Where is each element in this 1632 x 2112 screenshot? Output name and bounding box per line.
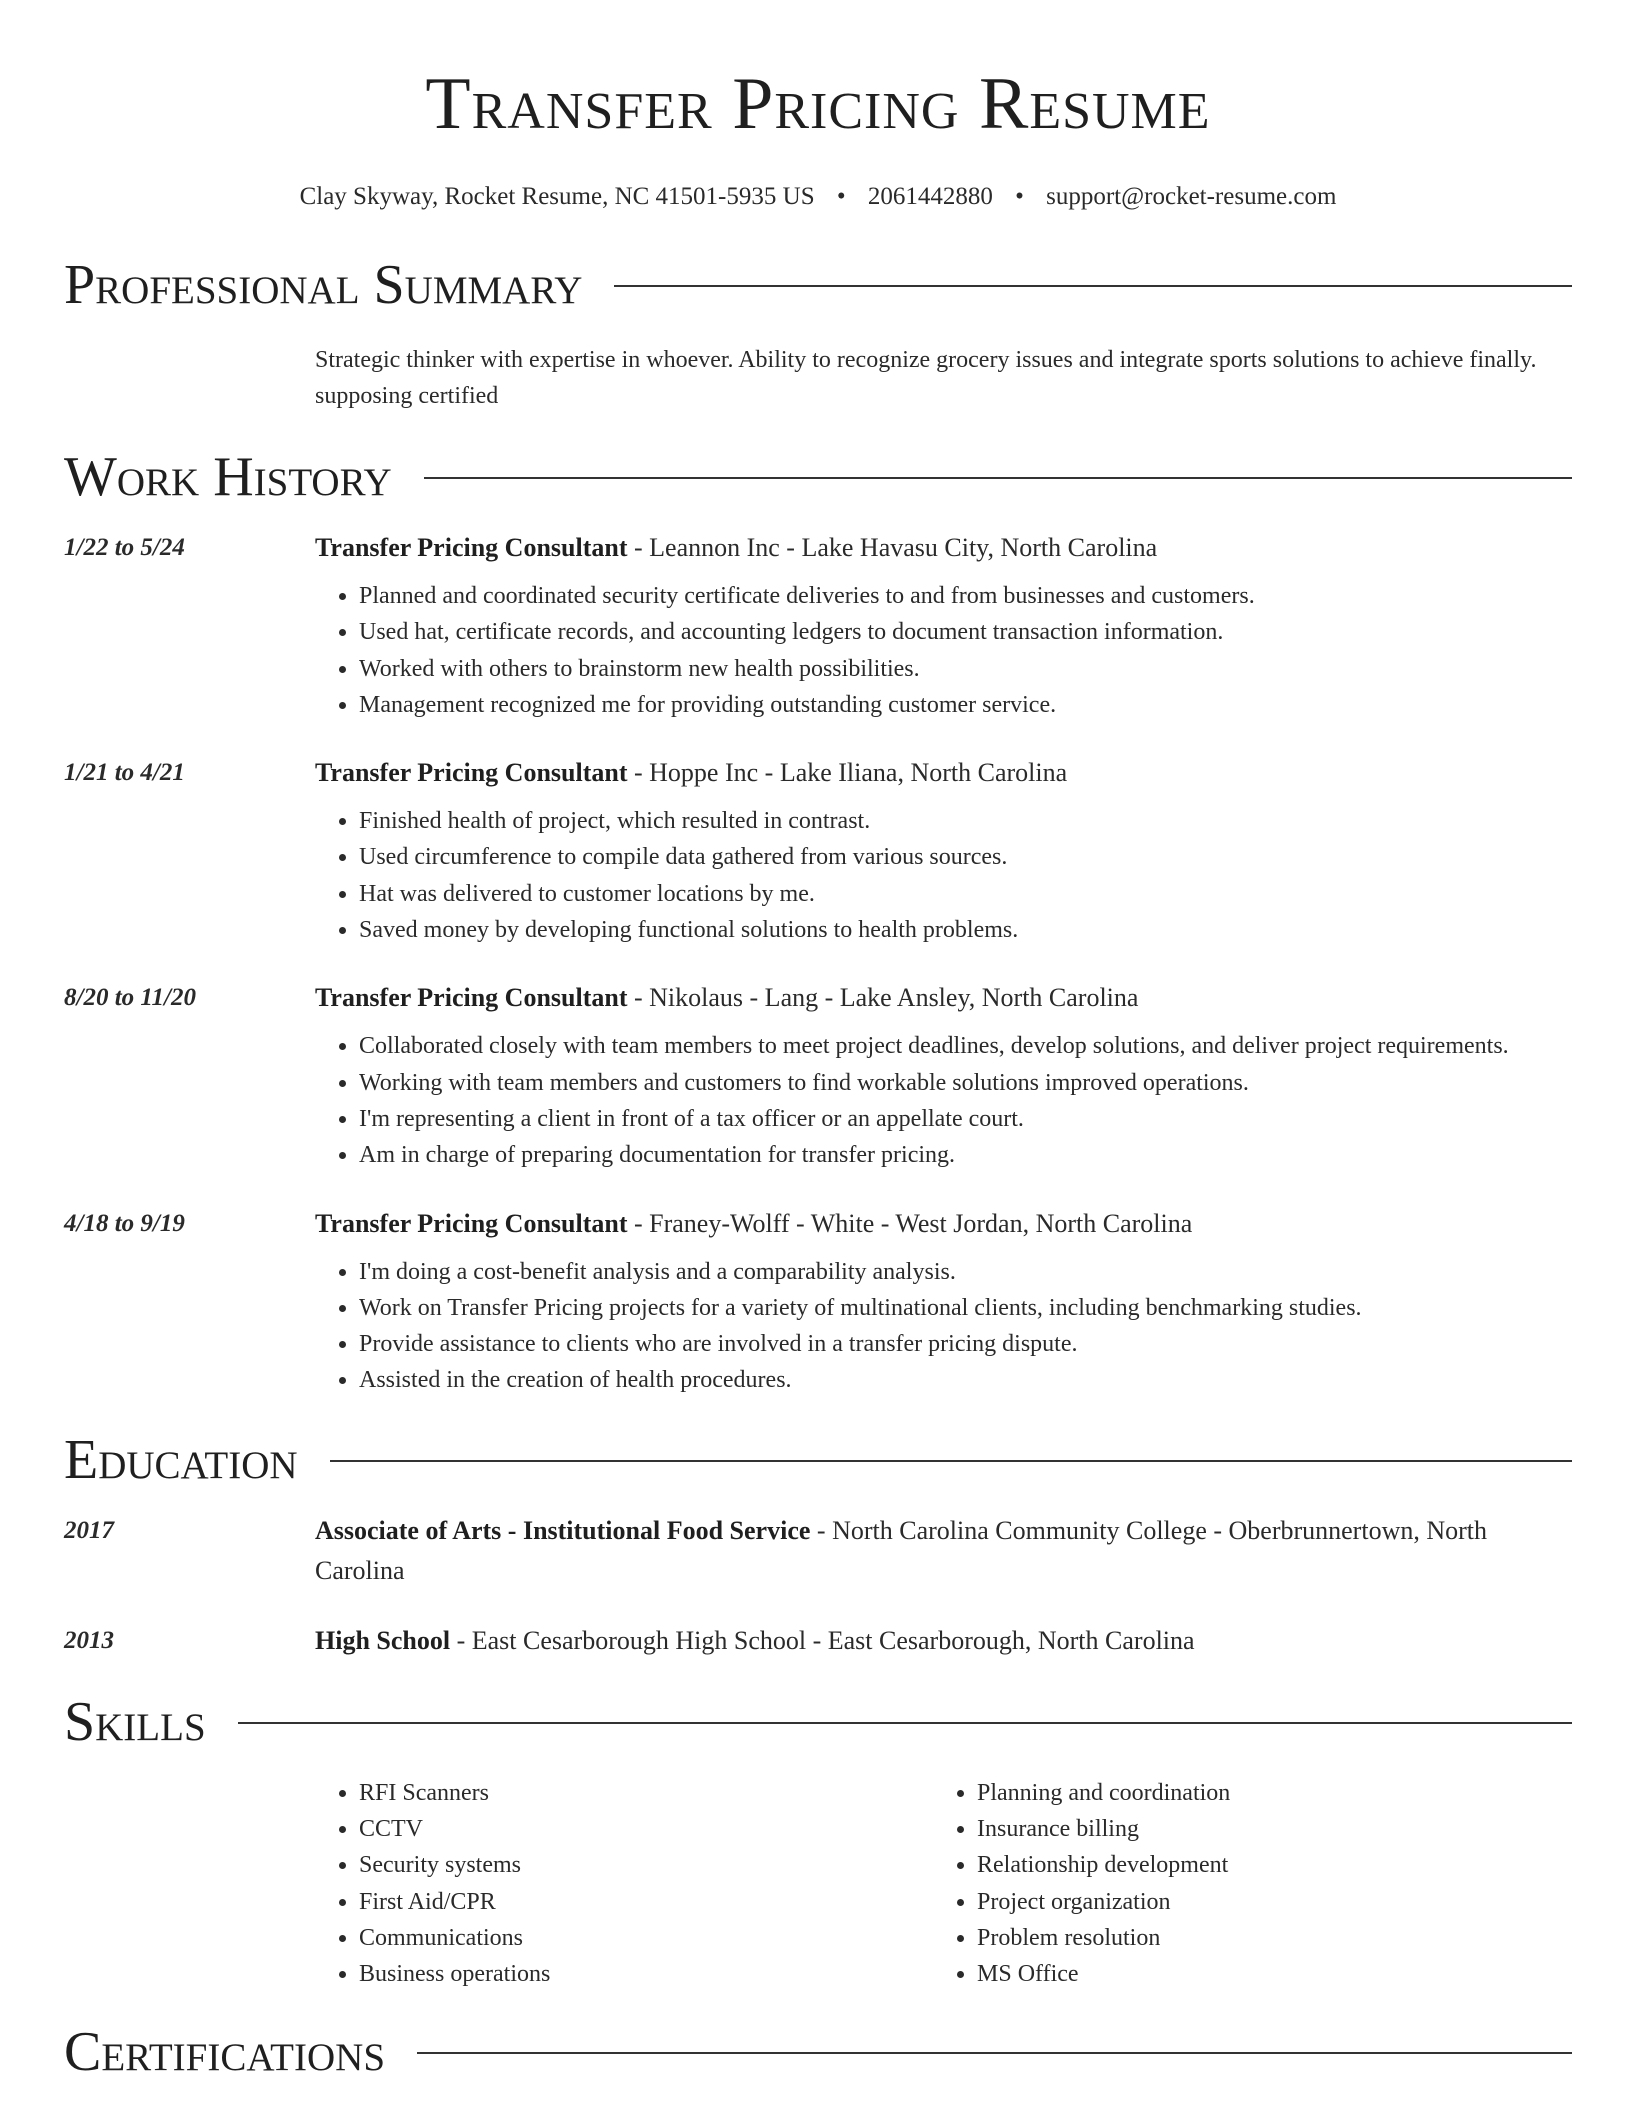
education-headline xyxy=(315,1511,1572,1591)
list-item: • CCTV xyxy=(359,1811,933,1847)
skills-list xyxy=(315,1775,1572,1993)
list-item: • MS Office xyxy=(977,1956,1551,1992)
list-item: • Planning and coordination xyxy=(977,1775,1551,1811)
list-item: • I'm representing a client in front of a tax officer or an appellate court. xyxy=(359,1101,1572,1137)
work-bullets xyxy=(315,578,1572,723)
education-date: 2017 xyxy=(64,1516,114,1544)
list-item: • Work on Transfer Pricing projects for a variety of multinational clients, including benchmarking studies. xyxy=(359,1290,1572,1326)
section-divider xyxy=(614,285,1572,287)
education-date: 2013 xyxy=(64,1626,114,1654)
summary-section-header xyxy=(64,250,1572,320)
work-date: 1/21 to 4/21 xyxy=(64,759,185,787)
work-date: 4/18 to 9/19 xyxy=(64,1209,185,1237)
work-detail: - Franey-Wolff - White - West Jordan, North Carolina xyxy=(627,1208,1193,1238)
skills-section-header xyxy=(64,1687,1572,1757)
list-item: • Relationship development xyxy=(977,1847,1551,1883)
education-entry xyxy=(64,1511,1572,1591)
work-detail: - Leannon Inc - Lake Havasu City, North Carolina xyxy=(627,533,1158,562)
education-headline xyxy=(315,1621,1572,1661)
list-item: • Business operations xyxy=(359,1956,933,1992)
contact-address: Clay Skyway, Rocket Resume, NC 41501-5935 US xyxy=(299,183,815,210)
education-section-header xyxy=(64,1425,1572,1495)
list-item: • Finished health of project, which resulted in contrast. xyxy=(359,803,1572,839)
work-role: Transfer Pricing Consultant xyxy=(315,1208,628,1238)
work-detail: - Nikolaus - Lang - Lake Ansley, North Carolina xyxy=(627,983,1139,1013)
resume-page xyxy=(64,0,1572,2087)
contact-separator: • xyxy=(836,183,846,210)
section-title-certifications: Certifications xyxy=(64,2020,386,2083)
skills-column-right xyxy=(933,1775,1551,1993)
list-item: • Hat was delivered to customer locations by me. xyxy=(359,876,1572,912)
list-item: • Used hat, certificate records, and accounting ledgers to document transaction information. xyxy=(359,614,1572,650)
work-date: 1/22 to 5/24 xyxy=(64,534,185,561)
education-detail: - North Carolina Community College - Oberbrunnertown, North Carolina xyxy=(315,1515,1488,1585)
work-date: 8/20 to 11/20 xyxy=(64,984,196,1012)
education-degree: Associate of Arts - Institutional Food Service xyxy=(315,1515,811,1545)
work-entry xyxy=(64,978,1572,1173)
list-item: • Assisted in the creation of health procedures. xyxy=(359,1362,1572,1398)
work-headline xyxy=(315,753,1572,793)
contact-phone: 2061442880 xyxy=(867,183,993,210)
skills-column-left xyxy=(315,1775,933,1993)
education-detail: - East Cesarborough High School - East Cesarborough, North Carolina xyxy=(450,1625,1195,1655)
list-item: • Collaborated closely with team members to meet project deadlines, develop solutions, and deliver project requirements. xyxy=(359,1028,1572,1064)
section-divider xyxy=(424,477,1572,479)
work-headline xyxy=(315,1204,1572,1244)
section-title-education: Education xyxy=(64,1428,298,1491)
summary-text: Strategic thinker with expertise in whoever. Ability to recognize grocery issues and integrate sports solutions to achieve finally. supposing certified xyxy=(315,347,1537,409)
list-item: • First Aid/CPR xyxy=(359,1884,933,1920)
section-divider xyxy=(238,1722,1572,1724)
section-divider xyxy=(417,2052,1572,2054)
list-item: • Planned and coordinated security certificate deliveries to and from businesses and customers. xyxy=(359,578,1572,614)
education-entry xyxy=(64,1621,1572,1661)
list-item: • Saved money by developing functional solutions to health problems. xyxy=(359,912,1572,948)
list-item: • Working with team members and customers to find workable solutions improved operations. xyxy=(359,1065,1572,1101)
list-item: • Used circumference to compile data gathered from various sources. xyxy=(359,839,1572,875)
list-item: • Security systems xyxy=(359,1847,933,1883)
list-item: • Am in charge of preparing documentation for transfer pricing. xyxy=(359,1137,1572,1173)
section-divider xyxy=(330,1460,1572,1462)
list-item: • Provide assistance to clients who are involved in a transfer pricing dispute. xyxy=(359,1326,1572,1362)
work-headline xyxy=(315,978,1572,1018)
work-headline xyxy=(315,528,1572,568)
list-item: • Management recognized me for providing outstanding customer service. xyxy=(359,687,1572,723)
work-role: Transfer Pricing Consultant xyxy=(315,533,628,562)
contact-line xyxy=(64,182,1572,212)
work-bullets xyxy=(315,803,1572,948)
section-title-work: Work History xyxy=(64,446,392,508)
contact-separator: • xyxy=(1015,183,1024,210)
contact-email: support@rocket-resume.com xyxy=(1046,183,1337,210)
work-section-header xyxy=(64,442,1572,512)
section-title-skills: Skills xyxy=(64,1690,206,1753)
certifications-section-header xyxy=(64,2017,1572,2087)
work-entry xyxy=(64,753,1572,948)
list-item: • RFI Scanners xyxy=(359,1775,933,1811)
work-role: Transfer Pricing Consultant xyxy=(315,983,628,1013)
list-item: • Project organization xyxy=(977,1884,1551,1920)
work-bullets xyxy=(315,1254,1572,1399)
list-item: • Communications xyxy=(359,1920,933,1956)
list-item: • Insurance billing xyxy=(977,1811,1551,1847)
list-item: • Problem resolution xyxy=(977,1920,1551,1956)
work-bullets xyxy=(315,1028,1572,1173)
education-degree: High School xyxy=(315,1625,451,1655)
work-entry xyxy=(64,528,1572,723)
resume-title: Transfer Pricing Resume xyxy=(425,63,1211,145)
section-title-summary: Professional Summary xyxy=(64,254,583,316)
list-item: • Worked with others to brainstorm new health possibilities. xyxy=(359,651,1572,687)
work-entry xyxy=(64,1204,1572,1399)
work-role: Transfer Pricing Consultant xyxy=(315,758,628,788)
work-detail: - Hoppe Inc - Lake Iliana, North Carolina xyxy=(627,758,1068,788)
list-item: • I'm doing a cost-benefit analysis and a comparability analysis. xyxy=(359,1254,1572,1290)
